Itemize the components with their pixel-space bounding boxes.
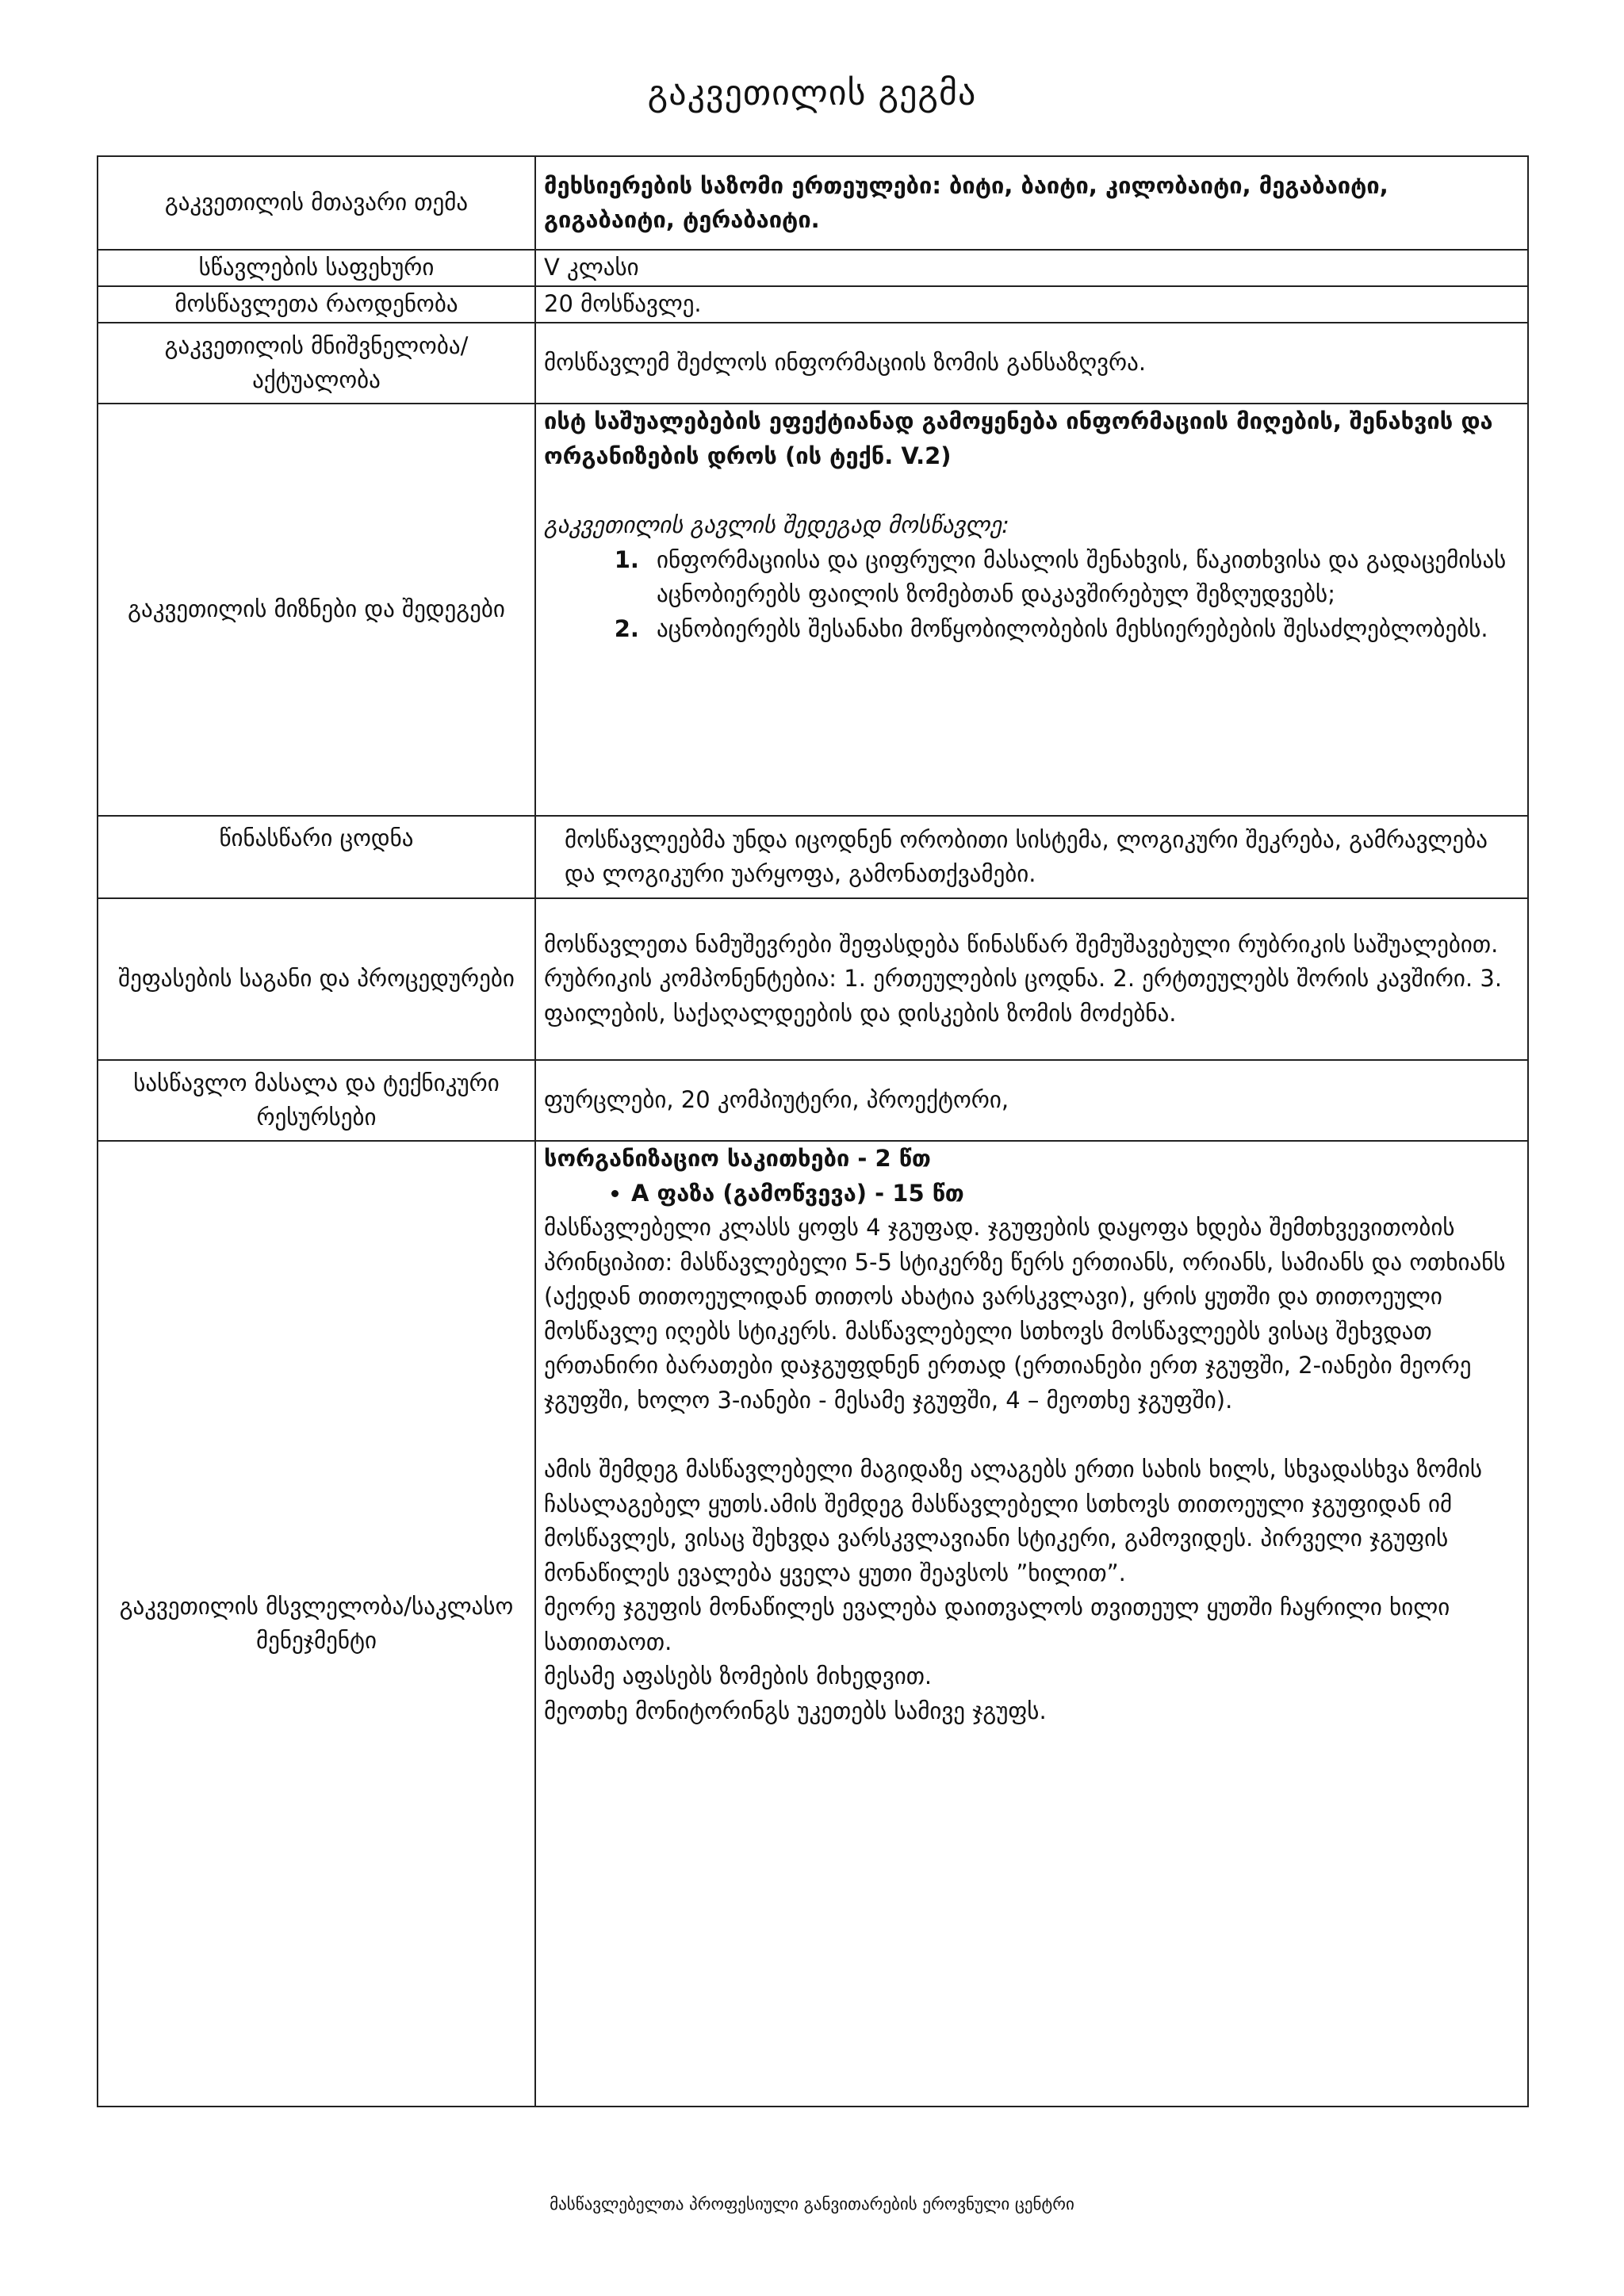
row-topic [98, 156, 1528, 250]
materials-value: ფურცლები, 20 კომპიუტერი, პროექტორი, [535, 1060, 1528, 1141]
topic-label: გაკვეთილის მთავარი თემა [98, 156, 535, 250]
goals-outcome-list [544, 543, 1519, 647]
relevance-label: გაკვეთილის მნიშვნელობა/აქტუალობა [98, 323, 535, 404]
assessment-value: მოსწავლეთა ნამუშევრები შეფასდება წინასწარ შემუშავებული რუბრიკის საშუალებით. რუბრიკის კომპონენტებია: 1. ერთეულების ცოდნა. 2. ერტთეულებს შორის კავშირი. 3. ფაილების, საქაღალდეების და დისკების ზომის მოძებნა. [535, 898, 1528, 1060]
flow-para-4: მესამე აფასებს ზომების მიხედვით. [544, 1663, 933, 1689]
row-goals [98, 404, 1528, 816]
row-flow [98, 1141, 1528, 2107]
flow-para-1: მასწავლებელი კლასს ყოფს 4 ჯგუფად. ჯგუფების დაყოფა ხდება შემთხვევითობის პრინციპით: მასწავლებელი 5-5 სტიკერზე წერს ერთიანს, ორიანს, სამიანს და ოთხიანს (აქედან თითოეულიდან თითოს ახატია ვარსკვლავი), ყრის ყუთში და თითოეული მოსწავლე იღებს სტიკერს. მასწავლებელი სთხოვს მოსწავლეებს ვისაც შეხვდათ ერთანირი ბარათები დაჯგუფდნენ ერთად (ერთიანები ერთ ჯგუფში, 2-იანები მეორე ჯგუფში, ხოლო 3-იანები - მესამე ჯგუფში, 4 – მეოთხე ჯგუფში). [544, 1214, 1506, 1414]
stage-label: სწავლების საფეხური [98, 250, 535, 286]
flow-label: გაკვეთილის მსვლელობა/საკლასო მენეჯმენტი [98, 1141, 535, 2107]
row-assessment [98, 898, 1528, 1060]
flow-phase-a: • A ფაზა (გამოწვევა) - 15 წთ [631, 1177, 1519, 1211]
relevance-value: მოსწავლემ შეძლოს ინფორმაციის ზომის განსაზღვრა. [535, 323, 1528, 404]
flow-org: სორგანიზაციო საკითხები - 2 წთ [544, 1145, 931, 1172]
goals-outcome-1: 1. ინფორმაციისა და ციფრული მასალის შენახვის, წაკითხვისა და გადაცემისას აცნობიერებს ფაილის ზომებთან დაკავშირებულ შეზღუდვებს; [647, 543, 1519, 612]
topic-value: მეხსიერების საზომი ერთეულები: ბიტი, ბაიტი, კილობაიტი, მეგაბაიტი, გიგაბაიტი, ტერაბაიტი. [535, 156, 1528, 250]
row-students [98, 286, 1528, 323]
materials-label: სასწავლო მასალა და ტექნიკური რესურსები [98, 1060, 535, 1141]
goals-outcome-2: 2. აცნობიერებს შესანახი მოწყობილობების მეხსიერებების შესაძლებლობებს. [647, 612, 1519, 647]
page-title: გაკვეთილის გეგმა [647, 73, 977, 113]
flow-para-2: ამის შემდეგ მასწავლებელი მაგიდაზე ალაგებს ერთი სახის ხილს, სხვადასხვა ზომის ჩასალაგებელ ყუთს.ამის შემდეგ მასწავლებელი სთხოვს თითოეული ჯგუფიდან იმ მოსწავლეს, ვისაც შეხვდა ვარსკვლავიანი სტიკერი, გამოვიდეს. პირველი ჯგუფის მონაწილეს ევალება ყველა ყუთი შეავსოს ”ხილით”. [544, 1456, 1483, 1586]
goals-standard: ისტ საშუალებების ეფექტიანად გამოყენება ინფორმაციის მიღების, შენახვის და ორგანიზების დროს (ის ტექნ. V.2) [544, 408, 1493, 469]
flow-para-5: მეოთხე მონიტორინგს უკეთებს სამივე ჯგუფს. [544, 1697, 1047, 1724]
prior-label: წინასწარი ცოდნა [98, 816, 535, 898]
goals-value [535, 404, 1528, 816]
lesson-plan-table [97, 155, 1529, 2107]
goals-outcome-intro: გაკვეთილის გავლის შედეგად მოსწავლე: [544, 511, 1009, 538]
row-relevance [98, 323, 1528, 404]
students-value: 20 მოსწავლე. [535, 286, 1528, 323]
row-prior [98, 816, 1528, 898]
row-materials [98, 1060, 1528, 1141]
stage-value: V კლასი [535, 250, 1528, 286]
flow-para-3: მეორე ჯგუფის მონაწილეს ევალება დაითვალოს თვითეულ ყუთში ჩაყრილი ხილი სათითაოთ. [544, 1594, 1450, 1655]
students-label: მოსწავლეთა რაოდენობა [98, 286, 535, 323]
assessment-label: შეფასების საგანი და პროცედურები [98, 898, 535, 1060]
goals-label: გაკვეთილის მიზნები და შედეგები [98, 404, 535, 816]
flow-value [535, 1141, 1528, 2107]
prior-value: მოსწავლეებმა უნდა იცოდნენ ორობითი სისტემა, ლოგიკური შეკრება, გამრავლება და ლოგიკური უარყოფა, გამონათქვამები. [535, 816, 1528, 898]
row-stage [98, 250, 1528, 286]
flow-phase-list [544, 1177, 1519, 1211]
page-footer: მასწავლებელთა პროფესიული განვითარების ეროვნული ცენტრი [550, 2195, 1074, 2214]
